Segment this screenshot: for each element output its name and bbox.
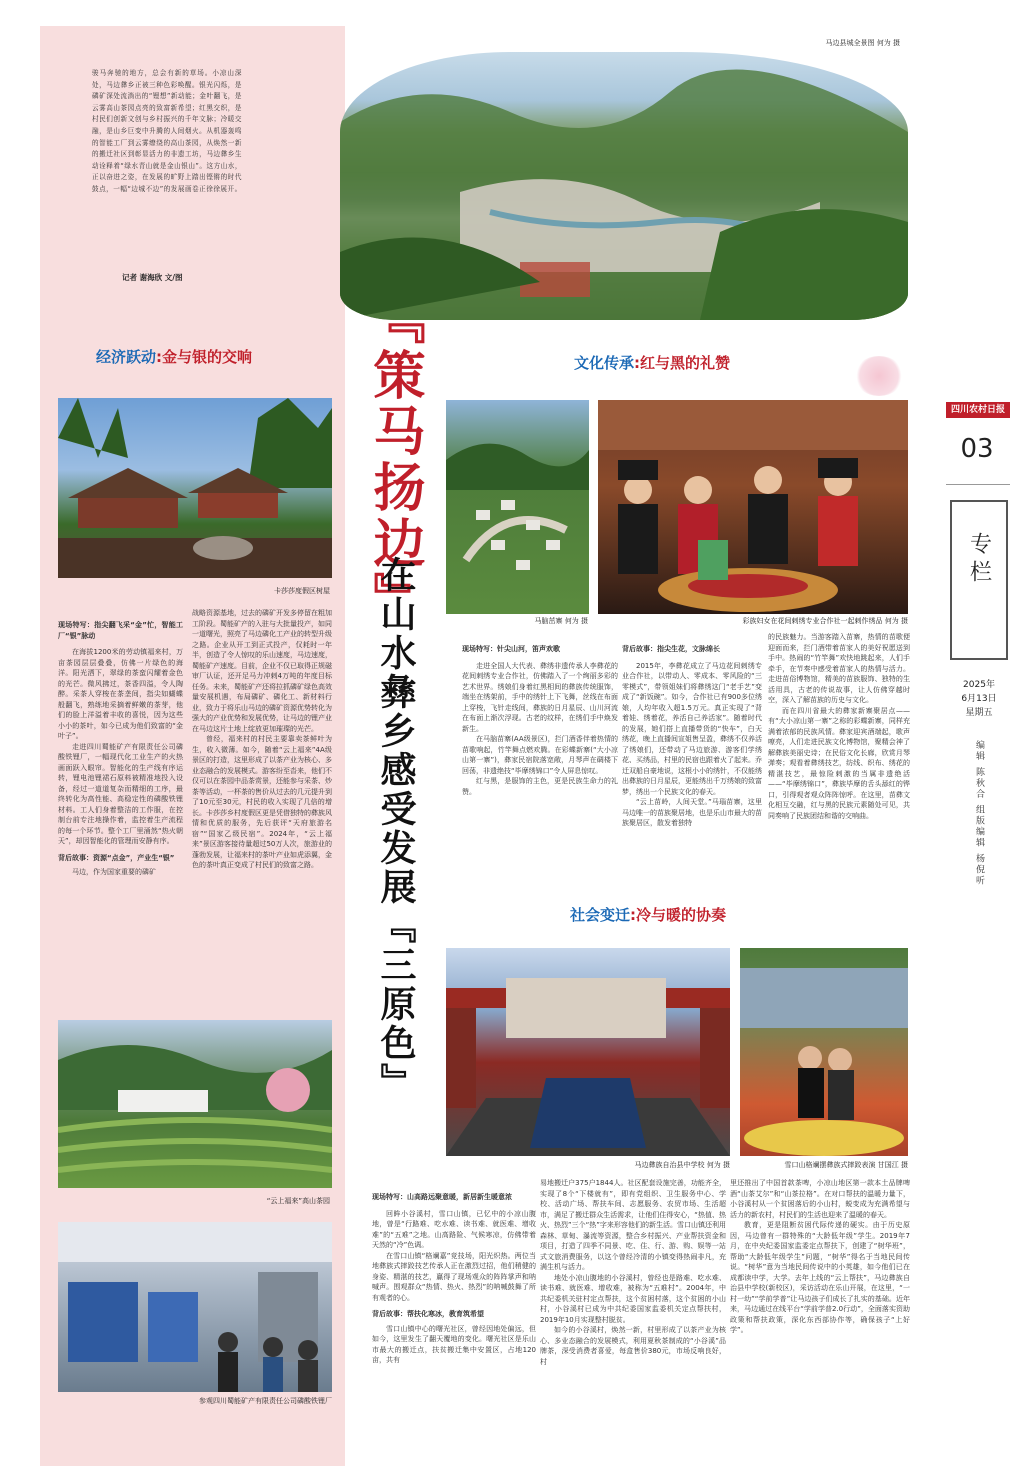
wrestling-photo xyxy=(740,948,908,1156)
page-number: 03 xyxy=(960,434,994,464)
miao-caption: 马脑茁寨 何为 摄 xyxy=(534,617,588,625)
society-col2 xyxy=(540,1178,726,1367)
intro-paragraph: 骏马奔驰的地方，总会有新的草场。小凉山深处，马边彝乡正被三种色彩唤醒。银光闪烁，是磷矿深处流淌出的“锂想”新动能；金叶翻飞，是云雾高山茶园点亮的致富新希望；红黑交织，是村民们创新文创与乡村振兴的千年文脉；冷暖交融，是山乡巨变中升腾的人间烟火。从机器轰鸣的智能工厂到云雾缭绕的高山茶园，从焕然一新的搬迁社区到彰显活力的非遗工坊，马边彝乡生动诠释着“绿水青山就是金山银山”。这方山水，正以奋进之姿，在发展的旷野上踏出铿锵的时代鼓点，一幅“边城不边”的发展画卷正徐徐展开。 xyxy=(92,69,242,193)
culture-head-rest: 红与黑的礼赞 xyxy=(640,354,731,372)
culture-p2: 在马脑苗寨(AA级景区)，拦门酒香伴着热情的苗歌响起，竹竿舞点燃欢腾。在彩蝶新寨(“大小凉山第一寨”)，彝家民宿院落宽敞，月琴声在碉楼下回荡，非遗绝技“毕摩绣锦口”令人屏息惊叹。 xyxy=(462,735,618,775)
society-col3-text: 里还推出了中国首款茶啤，小凉山地区第一款本土品牌啤酒“山茶艾尔”和“山茶拉格”。在对口帮扶的温暖力量下，小谷溪村从一个贫困落后的小山村，蜕变成为充满希望与活力的新农村，村民们的生活也迎来了温暖的春天。 xyxy=(730,1179,910,1219)
economy-col1 xyxy=(58,620,183,878)
economy-head-rest: 金与银的交响 xyxy=(162,348,253,366)
resort-caption: 卡莎莎度假区树屋 xyxy=(274,587,330,595)
section-culture-heading: 文化传承:红与黑的礼赞 xyxy=(574,354,731,372)
culture-col2-text: 2015年，李彝花成立了马边花间刺绣专业合作社，以带动人、零成本、零风险的“三零模式”，带领姐妹们将彝绣这门“老手艺”变成了“新饭碗”。如今，合作社已有900多位绣娘，人均年收入超1.5万元。真正实现了“背着娃、绣着花，养活自己养活家”。随着时代的发展，她们搭上直播带货的“快车”，白天绣花，晚上直播间宣姐售呈盈，彝绣不仅养活了绣娘们，还带动了马边旅游、游客们学绣花、买绣品，村里的民宿也跟着火了起来。乔迁双船自豪地说，这根小小的绣针，不仅能绣出彝族的日月星辰，更能绣出千万绣娘的致富梦，绣出一个民族文化的春天。 xyxy=(622,661,762,796)
date-day: 6月13日 xyxy=(961,694,997,704)
culture-p1: 走进全国人大代表、彝绣非遗传承人李彝花的花间刺绣专业合作社，仿佛踏入了一个绚丽多彩的艺术世界。绣娘们身着红黑相间的彝族传统服饰，端坐在绣架前，手中的绣针上下飞舞，丝线在布面上穿梭，飞针走线间，彝族的日月星辰、山川河流在布面上渐次浮现。古老的纹样，在绣们手中焕发新生。 xyxy=(462,661,618,733)
editors: 编辑 陈秋合 组版编辑 杨倪听 xyxy=(974,740,984,887)
economy-p2: 走进四川蜀能矿产有限责任公司磷酸铁锂厂，一幅现代化工业生产的火热画面跃入眼帘。智能化的生产线有序运转，锂电池锂裙石原料被精准地投入设备，经过一道道复杂而精细的工序，最终转化为高性能、高稳定性的磷酸铁锂材料。工人们身着整洁的工作服，在控制台前专注地操作着，监控着生产流程的每一个环节。整个工厂里涌然“热火朝天”，却因智能化的管理而安静有序。 xyxy=(58,742,183,845)
factory-photo xyxy=(58,1222,332,1392)
embroidery-photo xyxy=(598,400,908,614)
society-col2b-text: 地处小凉山腹地的小谷溪村，曾经也是路难、吃水难、读书难、就医难、增收难，被称为“五难村”。2004年，中共纪委机关驻村定点帮扶，这个贫困村落，这个贫困的小山村，小谷溪村已成为中共纪委国家监委机关定点帮扶村，2019年10月实现整村脱贫。 xyxy=(540,1273,726,1324)
society-col3 xyxy=(730,1178,910,1336)
economy-lead: 现场特写：指尖翻飞采“金”忙，智能工厂“银”脉动 xyxy=(58,621,183,640)
society-p2: 在雪口山镇“格斓嘉”竞技场，阳光炽热。两位当地彝族式摔跤技艺传承人正在激烈过招，他们稍健的身姿、精湛的技艺，赢得了现场观众的阵阵掌声和呐喊声。围观群众“热情、热火、热烈”的呐喊鼓舞了所有观者的心。 xyxy=(372,1251,536,1302)
embroidery-caption: 彩族妇女在花间刺绣专业合作社一起刺作绣品 何为 摄 xyxy=(742,617,908,625)
resort-photo xyxy=(58,398,332,578)
tea-caption: “云上福来”高山茶园 xyxy=(266,1197,330,1205)
section-society-heading: 社会变迁:冷与暖的协奏 xyxy=(570,906,727,924)
society-lead: 现场特写：山高路远聚意暖，新居新生暖意浓 xyxy=(372,1193,512,1201)
date-year: 2025年 xyxy=(963,680,995,690)
society-col2c-text: 如今的小谷溪村，焕然一新，村里形成了以茶产业为核心、多业态融合的发展模式，利用夏秋茶制成的“小谷溪”品牌茶，深受消费者喜爱，每盒售价380元，市场反响良好，村 xyxy=(540,1326,726,1366)
section-label-box xyxy=(950,500,1008,660)
society-p1: 回眸小谷溪村，雪口山镇，已忆中的小凉山腹地，曾是“行路难、吃水难、读书难、就医难、增收难”的“五难”之地。山高路险、气候寒凉，仿佛带着天然的“冷”色调。 xyxy=(372,1209,536,1249)
date-block xyxy=(950,678,1008,720)
panorama-caption: 马边县城全景图 何为 摄 xyxy=(825,39,900,47)
flower-decoration xyxy=(854,356,904,396)
culture-quote: “云上苗岭，人间天堂。”马瑙苗寨，这里马边唯一的苗族聚居地，也是乐山市最大的苗族聚居区，散发着独特 xyxy=(622,798,762,827)
society-col3b-text: 教育，更是阻断贫困代际传递的硬实。由于历史原因，马边曾有一群特殊的“大龄低年级”学生。2019年7月，在中央纪委国家监委定点帮扶下，创建了“树华班”，帮助“大龄低年级学生”问题，“树华”得名于当地民间传说。“树华”意为当地民间传说中的小英雄，如今他们已在成都读中学，大学。去年上线的“云上帮扶”，马边彝族自治县中学校(新校区)，采访活动在乐山开展，在这里，“一村一幼”“学前学普”让马边孩子们成长了扎实的基础。近年来，马边通过在线平台“学前学普2.0行动”，全面落实资助政策和帮扶政策，深化东西部协作等，确保孩子“上好学”。 xyxy=(730,1221,910,1334)
intro-byline: 记者 谢海欣 文/图 xyxy=(122,273,183,282)
wrestling-caption: 雪口山格斓摆彝族式摔跤表演 甘国江 摄 xyxy=(784,1161,908,1169)
section-label: 专栏 xyxy=(966,532,992,588)
culture-col3b-text: 而在四川省最大的彝家新寨聚居点——有“大小凉山第一寨”之称的彩蝶新寨，同样充满着浓郁的民族风情。彝家迎宾酒端起，歌声嘹亮，人们走进民族文化博物馆，聚精会神了解彝族美丽史诗；在民俗文化长廊，欣赏月琴弹奏；观看着彝绣技艺，纺线、织布、绣花的精湛技艺，最惊险刺激的当属非遗绝活——“毕摩绣锦口”，彝族毕摩的舌头舔红的铧口，引得观者观众阵阵惊呼。在这里，苗彝文化相互交融，红与黑的民族元素随处可见，共同奏响了民族团结和谐的交响曲。 xyxy=(768,706,910,820)
school-photo xyxy=(446,948,730,1156)
divider xyxy=(946,484,1010,485)
economy-lead2: 背后故事：资源“点金”，产业生“银” xyxy=(58,853,175,862)
society-p3: 雪口山镇中心的曙光社区，曾经因地处偏远，但如今，这里发生了翻天覆地的变化。曙光社区是乐山市最大的搬迁点，扶贫搬迁集中安置区，占地120亩，共有 xyxy=(372,1324,536,1364)
masthead-logo: 四川农村日报 xyxy=(946,402,1010,418)
society-head-blue: 社会变迁 xyxy=(570,906,631,924)
economy-col2-text: 战略资源基地，过去的磷矿开发多停留在粗加工阶段。蜀能矿产的入驻与大批量投产，如同一道曙光，照亮了马边磷化工产业的转型升级之路。企业从开工到正式投产，仅耗时一年半，创造了令人惊叹的乐山速度，马边速度，蜀能矿产速度。目前，企业不仅已取得正规磁审厂认证，还开足马力冲刺4万吨的年度目标任务。未来，蜀能矿产还将拉抓磷矿绿色高效量安展机遇，布局磷矿、磷化工、新材料行业，致力于将乐山马边的磷矿资源优势转化为强大的产业优势和发展优势，让马边的锂产业在马边这片土地上绽放更加璀璨的光芒。 xyxy=(192,609,332,733)
culture-col1 xyxy=(462,644,618,797)
culture-col2 xyxy=(622,644,762,829)
school-caption: 马边彝族自治县中学校 何为 摄 xyxy=(634,1161,730,1169)
section-economy-heading: 经济跃动:金与银的交响 xyxy=(96,348,253,366)
culture-lead2: 背后故事：指尖生花，文脉绵长 xyxy=(622,645,720,653)
panorama-photo xyxy=(340,52,908,320)
culture-p3: 红与黑，是服饰的主色，更是民族生命力的礼赞。 xyxy=(462,777,618,796)
date-weekday: 星期五 xyxy=(965,708,993,718)
sub-headline: 在山水彝乡感受发展『三原色』 xyxy=(375,556,416,1102)
economy-col2 xyxy=(192,608,332,871)
culture-lead: 现场特写：针尖山河，笛声欢歌 xyxy=(462,645,560,653)
miao-village-photo xyxy=(446,400,589,614)
economy-p3: 马边，作为国家重要的磷矿 xyxy=(72,868,156,876)
society-col1 xyxy=(372,1192,536,1366)
economy-p1: 在海拔1200米的劳动镇福来村，万亩茶园层层叠叠，仿佛一片绿色的海洋。阳光洒下，翠绿的茶蛮闪耀着金色的光芒。微风拂过，茶香四溢，令人陶醉。采茶人穿梭在茶垄间，指尖如蝴蝶般翻飞，熟练地采摘着鲜嫩的茶芽，他们的脸上洋溢着丰收的喜悦，因为这些小小的茶叶，如今已成为他们致富的“金叶子”。 xyxy=(58,648,183,740)
culture-col3 xyxy=(768,632,910,821)
main-headline: 『策马扬边』 xyxy=(364,292,425,628)
society-col2-text: 易地搬迁户375户1844人。社区配套设施完善，功能齐全，实现了8个“下楼就有”，即有党组织、卫生服务中心、学校、活动广场、帮扶车间、志愿服务、农贸市场、生活超市，满足了搬迁群众生活需求，让他们住得安心，“热值、热火、热烈”三个“热”字来形容他们的新生活。雪口山镇还利用森林、草甸、瀑流等资源，整合乡村振兴、产业帮扶资金和项目，打造了四季不同景、吃、住、行、游、购、娱等一站式文旅消费服务，以这个曾经冷清的小镇变得热闹非凡，充满生机与活力。 xyxy=(540,1179,726,1271)
society-lead2: 背后故事：帮扶化寒冰，教育筑希望 xyxy=(372,1310,484,1318)
tea-garden-photo xyxy=(58,1020,332,1188)
culture-col3-text: 的民族魅力。当游客踏入苗寨，热情的苗歌便迎面而来，拦门酒带着苗家人的美好祝愿送到手中。热闹的“竹竿舞”欢快地跳起来，人们手牵手，在节奏中感受着苗家人的热情与活力。走进苗俗博物馆，精美的苗族服饰、独特的生活用具，古老的传说故事，让人仿佛穿越时空，深入了解苗族的历史与文化。 xyxy=(768,633,910,704)
culture-head-blue: 文化传承 xyxy=(574,354,635,372)
society-head-rest: 冷与暖的协奏 xyxy=(636,906,727,924)
economy-head-blue: 经济跃动 xyxy=(96,348,157,366)
economy-col2b-text: 曾经，福来村的村民主要靠卖茶鲜叶为生，收入微薄。如今，随着“云上福来”4A级景区的打造，这里形成了以茶产业为核心、多业态融合的发展模式。游客纷至沓来，他们不仅可以在茶园中品茶赏景，还能参与采茶、炒茶等活动，一杯茶的售价从过去的几元提升到了10元至30元，村民的收入实现了几倍的增长。卡莎莎乡村度假区更是凭借独特的彝族风情和优质的服务，先后获评“天府旅游名宿”“国家乙级民宿”。2024年，“云上福来”景区游客接待量超过50万人次，旅游业的蓬勃发展，让福来村的茶叶产业如虎添翼，金色的茶叶真正变成了村民们的致富之路。 xyxy=(192,735,332,869)
factory-caption: 参观四川蜀能矿产有限责任公司磷酸铁锂厂 xyxy=(199,1397,332,1405)
